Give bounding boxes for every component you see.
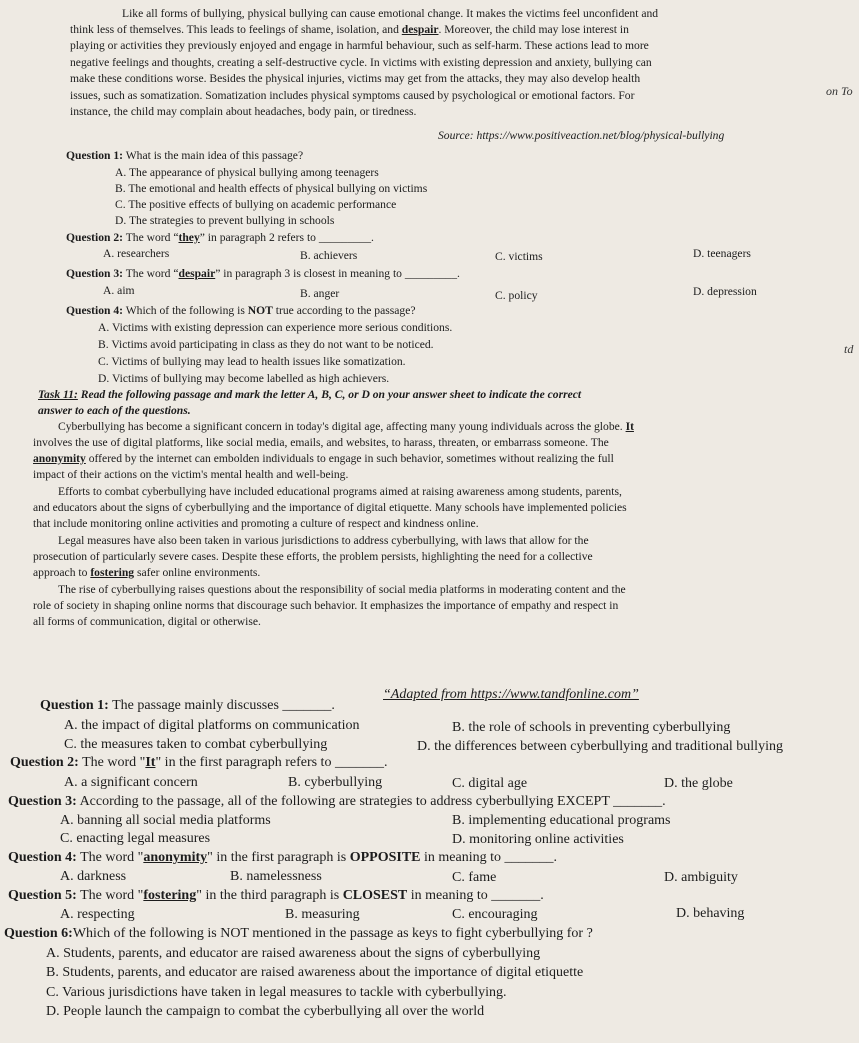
t2-question-4-stem	[8, 850, 557, 865]
p2-para4-line-2: role of society in shaping online norms that discourage such behavior. It emphasizes the importance of empathy and respect in	[33, 599, 619, 612]
t2-q3-option-b: B. implementing educational programs	[452, 813, 671, 828]
t1-q1-option-a: A. The appearance of physical bullying among teenagers	[115, 166, 379, 179]
t1-q4-word: NOT	[247, 304, 273, 317]
t2-q4-option-d: D. ambiguity	[664, 870, 738, 885]
p2-para1-line-4: impact of their actions on the victim's mental health and well-being.	[33, 468, 349, 481]
t1-q3-label: Question 3:	[66, 267, 124, 280]
t2-q2-pre: The word "	[78, 755, 146, 770]
t1-q4-pre: Which of the following is	[123, 304, 248, 317]
passage1-line-1: Like all forms of bullying, physical bullying can cause emotional change. It makes the victims feel unconfident and	[122, 7, 659, 20]
t2-question-3-stem	[8, 794, 666, 809]
t2-q3-option-c: C. enacting legal measures	[60, 831, 211, 846]
t1-question-3-stem	[66, 268, 460, 281]
t1-q4-post: true according to the passage?	[272, 304, 416, 317]
t1-q2-option-d: D. teenagers	[693, 247, 751, 260]
t1-q3-word: despair	[178, 267, 216, 280]
t1-q4-option-c: C. Victims of bullying may lead to health issues like somatization.	[98, 355, 406, 368]
t2-q5-word2: CLOSEST	[342, 888, 408, 903]
t2-q3-option-a: A. banning all social media platforms	[60, 813, 271, 828]
passage1-source: Source: https://www.positiveaction.net/blog/physical-bullying	[438, 129, 725, 142]
t2-q4-word2: OPPOSITE	[349, 850, 421, 865]
passage1-line-2-text: think less of themselves. This leads to feelings of shame, isolation, and	[70, 23, 402, 36]
word-anonymity: anonymity	[33, 452, 86, 465]
t2-q3-word: EXCEPT	[557, 794, 610, 809]
t2-q1-option-c: C. the measures taken to combat cyberbullying	[64, 737, 328, 752]
t1-q4-option-d: D. Victims of bullying may become labelled as high achievers.	[98, 372, 390, 385]
margin-note-on-to: on To	[826, 84, 853, 98]
t1-q1-text: What is the main idea of this passage?	[123, 149, 304, 162]
p2-para1-line-1	[58, 421, 634, 434]
t2-question-1-stem	[40, 698, 335, 713]
t2-q2-option-b: B. cyberbullying	[288, 775, 383, 790]
t2-q5-option-a: A. respecting	[60, 907, 135, 922]
t2-q5-label: Question 5:	[8, 888, 77, 903]
t1-q1-option-c: C. The positive effects of bullying on academic performance	[115, 198, 397, 211]
t1-q3-option-b: B. anger	[300, 287, 340, 300]
task11-instruction-line-1	[38, 389, 581, 402]
p2-para1-line-3	[33, 453, 614, 466]
p2-para3-line-3	[33, 567, 260, 580]
t2-q3-label: Question 3:	[8, 794, 77, 809]
t1-q2-word: they	[178, 231, 200, 244]
t2-q4-option-b: B. namelessness	[230, 869, 322, 884]
passage1-line-4: negative feelings and thoughts, creating a self-destructive cycle. In victims with existing depression and anxiety, bullying can	[70, 56, 652, 69]
t2-q4-option-a: A. darkness	[60, 869, 127, 884]
t1-q3-option-a: A. aim	[103, 284, 135, 297]
p2-para3-line-3-post: safer online environments.	[137, 566, 261, 579]
t2-q5-option-c: C. encouraging	[452, 907, 538, 922]
t2-q6-option-a: A. Students, parents, and educator are raised awareness about the signs of cyberbullying	[46, 946, 541, 961]
t1-question-4-stem	[66, 305, 415, 318]
t1-q4-option-b: B. Victims avoid participating in class as they do not want to be noticed.	[98, 338, 434, 351]
t2-q2-option-a: A. a significant concern	[64, 775, 198, 790]
t2-q5-post: in meaning to _______.	[407, 888, 544, 903]
t2-q1-text: The passage mainly discusses _______.	[108, 698, 335, 713]
passage1-line-6: issues, such as somatization. Somatization includes physical symptoms caused by psychological or emotional factors. For	[70, 89, 635, 102]
p2-para1-line-3-text: offered by the internet can embolden individuals to engage in such behavior, sometimes without realizing the full	[88, 452, 614, 465]
p2-para2-line-2: and educators about the signs of cyberbullying and the importance of digital etiquette. Many schools have implemented policies	[33, 501, 627, 514]
t2-q6-label: Question 6:	[4, 926, 73, 941]
p2-para1-line-2: involves the use of digital platforms, like social media, emails, and websites, to harass, threaten, or embarrass someone. The	[33, 436, 609, 449]
t1-question-2-stem	[66, 232, 374, 245]
p2-para2-line-1: Efforts to combat cyberbullying have included educational programs aimed at raising awareness among students, parents,	[58, 485, 622, 498]
t2-question-5-stem	[8, 888, 544, 903]
t2-q1-option-b: B. the role of schools in preventing cyberbullying	[452, 720, 731, 735]
t1-question-1-stem	[66, 150, 303, 163]
task11-text-1: Read the following passage and mark the letter A, B, C, or D on your answer sheet to indicate the correct	[77, 388, 582, 401]
t2-q2-post: " in the first paragraph refers to _______.	[155, 755, 388, 770]
t2-q6-option-b: B. Students, parents, and educator are raised awareness about the importance of digital etiquette	[46, 965, 584, 980]
t2-question-6-stem	[4, 926, 593, 941]
p2-para2-line-3: that include monitoring online activities and promoting a culture of respect and kindness online.	[33, 517, 479, 530]
t2-q5-option-b: B. measuring	[285, 907, 360, 922]
p2-para4-line-1: The rise of cyberbullying raises questions about the responsibility of social media platforms in moderating content and the	[58, 583, 626, 596]
t1-q4-label: Question 4:	[66, 304, 124, 317]
t2-q1-option-a: A. the impact of digital platforms on communication	[64, 718, 360, 733]
t2-q5-mid: " in the third paragraph is	[196, 888, 343, 903]
t1-q1-option-b: B. The emotional and health effects of physical bullying on victims	[115, 182, 428, 195]
passage1-line-2-tail: . Moreover, the child may lose interest in	[438, 23, 629, 36]
t2-q5-option-d: D. behaving	[676, 906, 745, 921]
t2-q2-option-c: C. digital age	[452, 776, 528, 791]
t2-q4-post: in meaning to _______.	[420, 850, 558, 865]
t1-q3-pre: The word “	[123, 267, 179, 280]
t1-q2-pre: The word “	[123, 231, 179, 244]
t2-q4-word: anonymity	[143, 850, 208, 865]
margin-note-td: td	[844, 342, 854, 356]
t2-q2-label: Question 2:	[10, 755, 79, 770]
passage1-line-5: make these conditions worse. Besides the physical injuries, victims may get from the attacks, they may also develop health	[70, 72, 641, 85]
t1-q1-label: Question 1:	[66, 149, 124, 162]
t2-q2-option-d: D. the globe	[664, 776, 733, 791]
word-fostering: fostering	[90, 566, 135, 579]
t2-q4-pre: The word "	[76, 850, 144, 865]
p2-para4-line-3: all forms of communication, digital or otherwise.	[33, 615, 261, 628]
t2-q4-label: Question 4:	[8, 850, 77, 865]
t1-q2-option-a: A. researchers	[103, 247, 170, 260]
t2-q6-text: Which of the following is NOT mentioned in the passage as keys to fight cyberbullying for ?	[72, 926, 593, 941]
t1-q3-option-c: C. policy	[495, 289, 538, 302]
t2-q4-option-c: C. fame	[452, 870, 497, 885]
t2-q3-post: _______.	[609, 794, 666, 809]
t1-q2-option-b: B. achievers	[300, 249, 358, 262]
t2-q3-option-d: D. monitoring online activities	[452, 832, 624, 847]
t1-q2-label: Question 2:	[66, 231, 124, 244]
p2-para3-line-2: prosecution of particularly severe cases. Despite these efforts, the problem persists, highlighting the need for a collective	[33, 550, 593, 563]
t2-q6-option-c: C. Various jurisdictions have taken in legal measures to tackle with cyberbullying.	[46, 985, 507, 1000]
passage1-line-2	[70, 24, 629, 37]
t1-q4-option-a: A. Victims with existing depression can experience more serious conditions.	[98, 321, 453, 334]
t1-q2-option-c: C. victims	[495, 250, 543, 263]
passage1-line-3: playing or activities they previously enjoyed and engage in harmful behaviour, such as self-harm. These actions lead to more	[70, 39, 649, 52]
t2-q1-option-d: D. the differences between cyberbullying and traditional bullying	[417, 739, 783, 754]
t2-q4-mid: " in the first paragraph is	[207, 850, 350, 865]
task11-label: Task 11:	[38, 388, 78, 401]
t2-question-2-stem	[10, 755, 387, 770]
passage1-line-7: instance, the child may complain about headaches, body pain, or tiredness.	[70, 105, 417, 118]
t2-q3-pre: According to the passage, all of the following are strategies to address cyberbullying	[76, 794, 557, 809]
t1-q3-post: ” in paragraph 3 is closest in meaning to _________.	[215, 267, 460, 280]
word-despair: despair	[401, 23, 439, 36]
p2-para3-line-3-pre: approach to	[33, 566, 91, 579]
t2-q2-word: It	[145, 755, 156, 770]
task11-instruction-line-2: answer to each of the questions.	[38, 404, 191, 417]
t1-q2-post: ” in paragraph 2 refers to _________.	[199, 231, 374, 244]
t2-q5-word: fostering	[143, 888, 197, 903]
p2-para1-line-1-text: Cyberbullying has become a significant concern in today's digital age, affecting many young individuals across the globe.	[58, 420, 623, 433]
t1-q3-option-d: D. depression	[693, 285, 757, 298]
passage2-source: “Adapted from https://www.tandfonline.com”	[383, 687, 639, 702]
word-it: It	[625, 420, 634, 433]
t1-q1-option-d: D. The strategies to prevent bullying in schools	[115, 214, 335, 227]
p2-para3-line-1: Legal measures have also been taken in various jurisdictions to address cyberbullying, with laws that allow for the	[58, 534, 589, 547]
t2-q6-option-d: D. People launch the campaign to combat the cyberbullying all over the world	[46, 1004, 485, 1019]
t2-q1-label: Question 1:	[40, 698, 109, 713]
t2-q5-pre: The word "	[76, 888, 144, 903]
